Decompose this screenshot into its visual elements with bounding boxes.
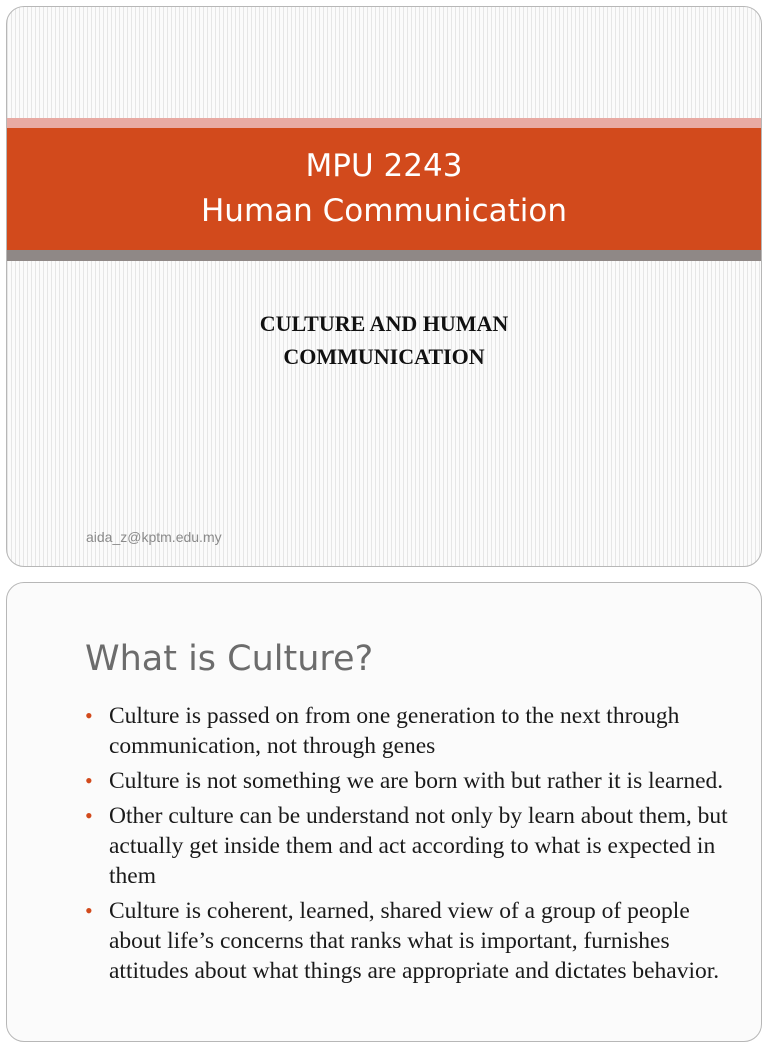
title-band (7, 128, 761, 250)
course-code: MPU 2243 (305, 148, 463, 184)
bullet-icon: • (85, 703, 93, 728)
bullet-icon: • (85, 898, 93, 923)
title-bottom-accent-band (7, 250, 761, 261)
content-slide (6, 582, 762, 1042)
bullet-text: Culture is not something we are born with but rather it is learned. (109, 768, 724, 794)
list-item (85, 896, 735, 986)
list-item (85, 701, 735, 761)
list-item (85, 766, 735, 796)
author-email: aida_z@kptm.edu.my (86, 529, 222, 545)
bullet-text: Other culture can be understand not only by learn about them, but actually get inside them and act according to what is expected in them (109, 803, 728, 889)
subtitle-line-2: COMMUNICATION (283, 344, 485, 369)
slide-subtitle (7, 307, 761, 373)
bullet-icon: • (85, 803, 93, 828)
course-title: Human Communication (201, 193, 567, 229)
subtitle-line-1: CULTURE AND HUMAN (259, 311, 509, 336)
slide-heading: What is Culture? (85, 639, 374, 679)
bullet-icon: • (85, 768, 93, 793)
bullet-list (85, 701, 735, 991)
title-top-accent-band (7, 118, 761, 128)
list-item (85, 801, 735, 891)
title-slide (6, 6, 762, 567)
bullet-text: Culture is coherent, learned, shared view of a group of people about life’s concerns that ranks what is important, furnishes attitudes about what things are appropriate and dictates behavior. (109, 898, 720, 984)
bullet-text: Culture is passed on from one generation to the next through communication, not through genes (109, 703, 680, 759)
